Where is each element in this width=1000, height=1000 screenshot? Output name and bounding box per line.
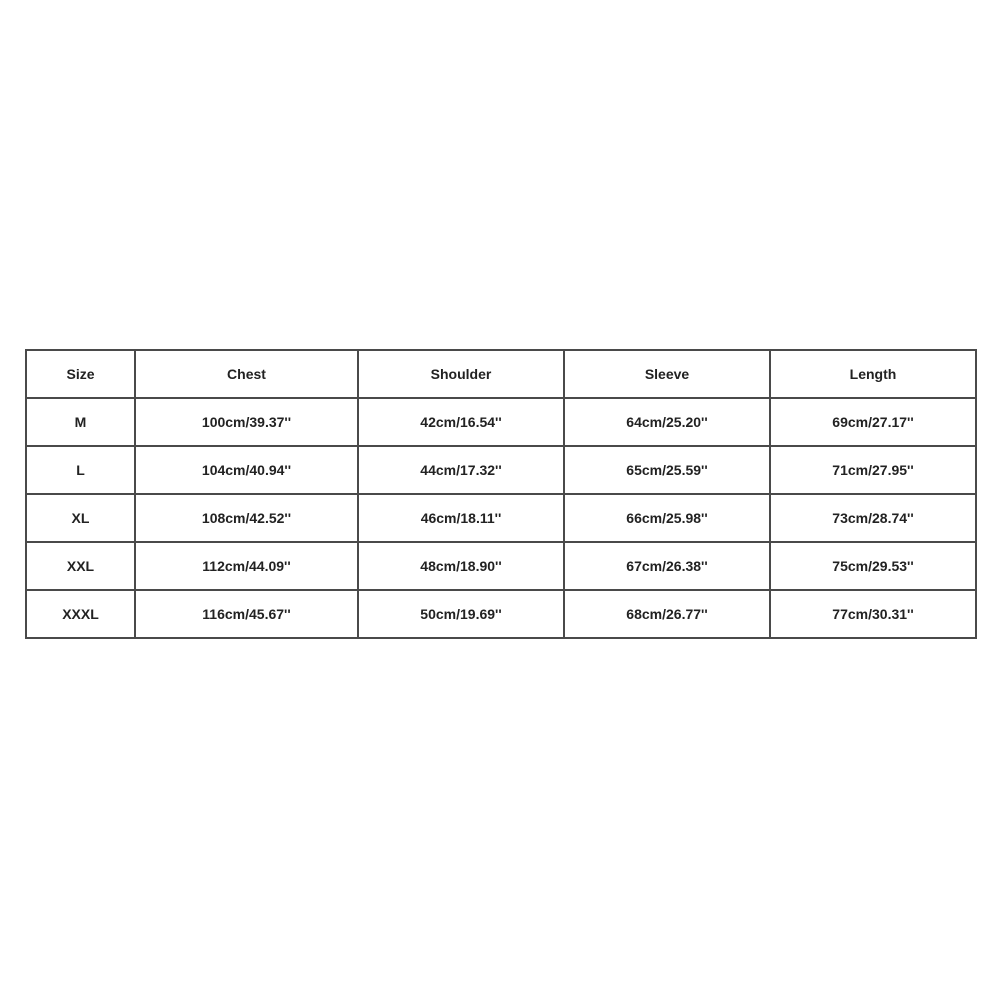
table-row	[26, 398, 976, 446]
shoulder-cell: 44cm/17.32''	[358, 446, 564, 494]
header-chest: Chest	[135, 350, 358, 398]
table-row	[26, 446, 976, 494]
header-shoulder: Shoulder	[358, 350, 564, 398]
table-row	[26, 542, 976, 590]
shoulder-cell: 42cm/16.54''	[358, 398, 564, 446]
chest-cell: 100cm/39.37''	[135, 398, 358, 446]
sleeve-cell: 66cm/25.98''	[564, 494, 770, 542]
chest-cell: 116cm/45.67''	[135, 590, 358, 638]
table-row	[26, 590, 976, 638]
shoulder-cell: 50cm/19.69''	[358, 590, 564, 638]
sleeve-cell: 64cm/25.20''	[564, 398, 770, 446]
header-sleeve: Sleeve	[564, 350, 770, 398]
chest-cell: 108cm/42.52''	[135, 494, 358, 542]
size-cell: XL	[26, 494, 135, 542]
size-cell: XXXL	[26, 590, 135, 638]
length-cell: 77cm/30.31''	[770, 590, 976, 638]
chest-cell: 104cm/40.94''	[135, 446, 358, 494]
chest-cell: 112cm/44.09''	[135, 542, 358, 590]
header-length: Length	[770, 350, 976, 398]
size-cell: M	[26, 398, 135, 446]
header-size: Size	[26, 350, 135, 398]
size-cell: XXL	[26, 542, 135, 590]
header-row	[26, 350, 976, 398]
length-cell: 75cm/29.53''	[770, 542, 976, 590]
length-cell: 69cm/27.17''	[770, 398, 976, 446]
table-row	[26, 494, 976, 542]
sleeve-cell: 67cm/26.38''	[564, 542, 770, 590]
size-chart-table	[25, 349, 977, 639]
sleeve-cell: 65cm/25.59''	[564, 446, 770, 494]
length-cell: 73cm/28.74''	[770, 494, 976, 542]
size-cell: L	[26, 446, 135, 494]
shoulder-cell: 48cm/18.90''	[358, 542, 564, 590]
sleeve-cell: 68cm/26.77''	[564, 590, 770, 638]
shoulder-cell: 46cm/18.11''	[358, 494, 564, 542]
length-cell: 71cm/27.95''	[770, 446, 976, 494]
